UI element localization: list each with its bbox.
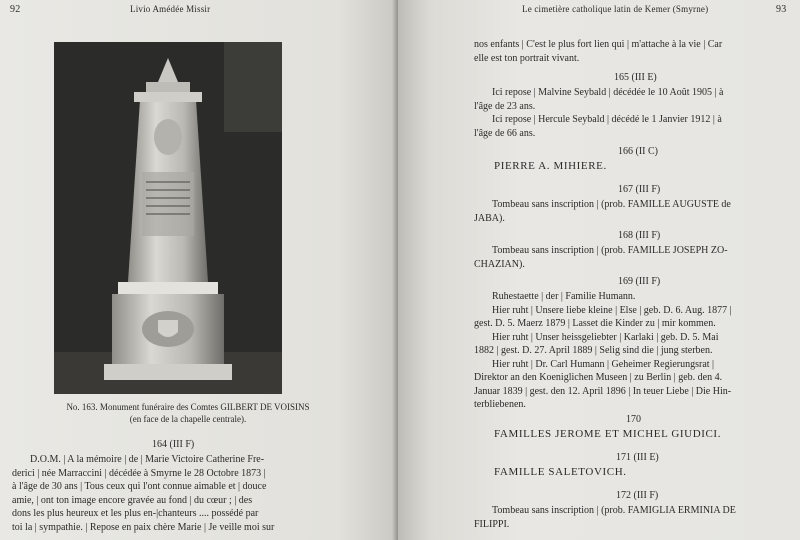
entry-168-text (474, 244, 786, 271)
entry-169-line: Hier ruht | Unser heissgeliebter | Karlaki | geb. D. 5. Mai (492, 331, 719, 343)
entry-166-heading: 166 (II C) (618, 146, 658, 157)
caption-line-1: No. 163. Monument funéraire des Comtes GILBERT DE VOISINS (66, 402, 310, 412)
continuation-text (474, 38, 786, 65)
monument-photo (54, 42, 282, 394)
entry-166-name: PIERRE A. MIHIERE. (494, 160, 607, 172)
entry-167-line: JABA). (474, 212, 505, 224)
entry-169-line: Ruhestaette | der | Familie Humann. (492, 291, 636, 302)
entry-169-heading: 169 (III F) (618, 276, 661, 287)
entry-167-heading: 167 (III F) (618, 184, 661, 195)
right-page (398, 0, 800, 540)
entry-164-line: dons les plus heureux et les plus en-|chanteurs .... possédé par (12, 508, 259, 519)
entry-170-heading: 170 (626, 414, 641, 425)
page-number-right: 93 (776, 4, 787, 15)
entry-165-line: l'âge de 66 ans. (474, 127, 536, 139)
entry-164-line: D.O.M. | A la mémoire | de | Marie Victoire Catherine Fre- (30, 454, 265, 465)
photo-caption (18, 401, 358, 425)
entry-169-line: terbliebenen. (474, 399, 526, 410)
entry-168-line: CHAZIAN). (474, 258, 525, 270)
entry-164-line: derici | née Marraccini | décédée à Smyrne le 28 Octobre 1873 | (12, 467, 266, 479)
entry-165-line: l'âge de 23 ans. (474, 100, 536, 112)
caption-line-2: (en face de la chapelle centrale). (129, 414, 247, 424)
entry-169-line: Direktor an den Koeniglichen Museen | zu Berlin | geb. den 4. (474, 372, 723, 383)
entry-169-line: Hier ruht | Dr. Carl Humann | Geheimer Regierungsrat | (492, 358, 715, 370)
entry-172-heading: 172 (III F) (616, 490, 659, 501)
entry-168-line: Tombeau sans inscription | (prob. FAMILLE JOSEPH ZO- (492, 245, 728, 256)
entry-170-name: FAMILLES JEROME ET MICHEL GIUDICI. (494, 428, 722, 440)
entry-169-line: 1882 | gest. D. 27. April 1889 | Selig sind die | jung sterben. (474, 345, 713, 356)
continuation-line: nos enfants | C'est le plus fort lien qui | m'attache à la vie | Car (474, 39, 723, 50)
entry-172-text (474, 504, 786, 531)
entry-164-line: amie, | ont ton image encore gravée au fond | du cœur ; | des (12, 494, 253, 506)
entry-167-line: Tombeau sans inscription | (prob. FAMILLE AUGUSTE de (492, 199, 731, 210)
entry-171-name: FAMILLE SALETOVICH. (494, 466, 627, 478)
entry-169-line: gest. D. 5. Maerz 1879 | Lasset die Kinder zu | mir kommen. (474, 318, 716, 329)
entry-172-line: Tombeau sans inscription | (prob. FAMIGLIA ERMINIA DE (492, 505, 736, 516)
entry-172-line: FILIPPI. (474, 518, 510, 530)
entry-169-line: Hier ruht | Unsere liebe kleine | Else | geb. D. 6. Aug. 1877 | (492, 304, 732, 316)
continuation-line: elle est ton portrait vivant. (474, 52, 580, 64)
entry-165-line: Ici repose | Hercule Seybald | décédé le 1 Janvier 1912 | à (492, 114, 722, 125)
running-head-left: Livio Amédée Missir (130, 4, 211, 14)
entry-164-line: à l'âge de 30 ans | Tous ceux qui l'ont connue aimable et | douce (12, 481, 267, 492)
left-page (0, 0, 398, 540)
entry-165-text (474, 86, 786, 140)
entry-168-heading: 168 (III F) (618, 230, 661, 241)
entry-169-text (474, 290, 786, 412)
monument-illustration (54, 42, 282, 394)
entry-165-heading: 165 (III E) (614, 72, 657, 83)
entry-164-text (12, 453, 364, 534)
entry-171-heading: 171 (III E) (616, 452, 659, 463)
page-number-left: 92 (10, 4, 21, 15)
running-head-right: Le cimetière catholique latin de Kemer (Smyrne) (522, 4, 709, 14)
entry-169-line: Januar 1839 | gest. den 12. April 1896 | In teuer Liebe | Die Hin- (474, 385, 732, 397)
entry-164-heading: 164 (III F) (152, 439, 195, 450)
entry-164-line: toi la | sympathie. | Repose en paix chère Marie | Je veille moi sur (12, 521, 275, 533)
entry-165-line: Ici repose | Malvine Seybald | décédée le 10 Août 1905 | à (492, 87, 724, 98)
entry-167-text (474, 198, 786, 225)
